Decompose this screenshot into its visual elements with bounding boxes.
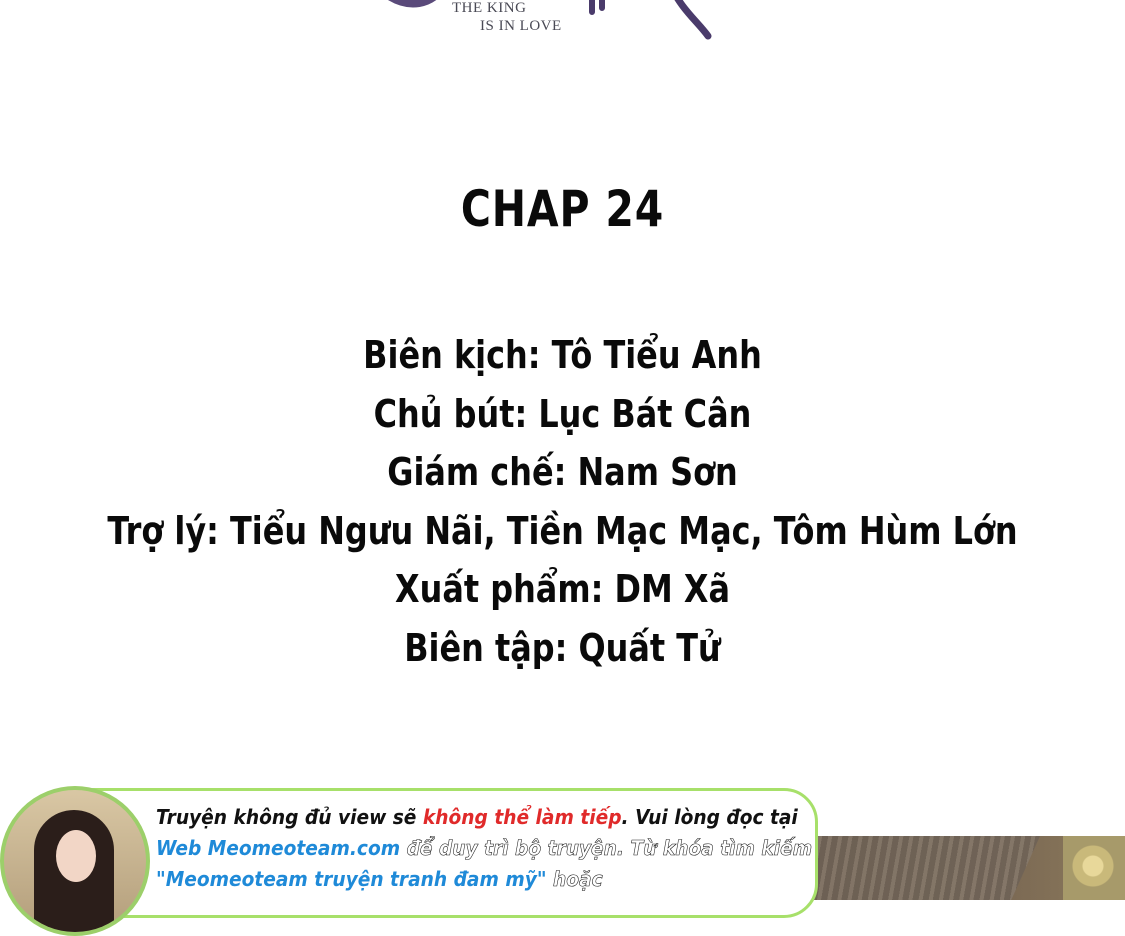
notice-warning: không thể làm tiếp <box>422 805 622 829</box>
chapter-title: CHAP 24 <box>460 180 665 238</box>
website-link[interactable]: Web Meomeoteam.com <box>156 836 401 860</box>
notice-text <box>156 802 816 895</box>
series-logo <box>380 0 740 42</box>
notice-line1-start: Truyện không đủ view sẽ <box>156 805 423 829</box>
notice-line3-end: hoặc <box>546 867 603 891</box>
avatar <box>0 786 150 936</box>
flower-decoration-icon <box>1063 836 1125 900</box>
credit-publisher: Xuất phẩm: DM Xã <box>394 567 731 611</box>
credit-assistants: Trợ lý: Tiểu Ngưu Nãi, Tiền Mạc Mạc, Tôm Hùm Lớn <box>107 508 1018 553</box>
avatar-face <box>56 830 96 882</box>
notice-line1-end: . Vui lòng đọc tại <box>621 805 798 829</box>
credit-lead-artist: Chủ bút: Lục Bát Cân <box>373 391 752 436</box>
notice-line2-end: để duy trì bộ truyện. Từ khóa tìm kiếm <box>400 836 813 860</box>
logo-text-line1: THE KING <box>452 0 527 16</box>
notice-line-3 <box>156 864 770 895</box>
notice-line-2 <box>156 833 813 864</box>
credit-screenwriter: Biên kịch: Tô Tiểu Anh <box>363 333 762 377</box>
search-keyword: "Meomeoteam truyện tranh đam mỹ" <box>156 867 547 891</box>
credits-list <box>0 326 1125 677</box>
notice-line-1 <box>156 802 798 833</box>
credit-editor: Biên tập: Quất Tử <box>404 625 721 670</box>
credit-supervisor: Giám chế: Nam Sơn <box>387 450 738 494</box>
logo-text-line2: IS IN LOVE <box>480 18 562 34</box>
